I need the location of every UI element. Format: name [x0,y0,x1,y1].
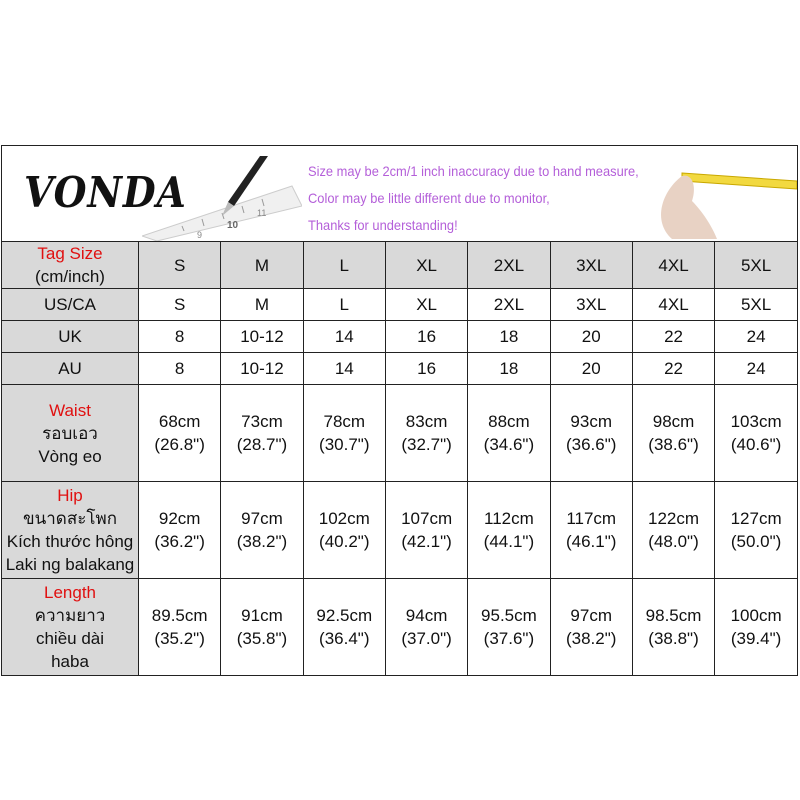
row-label-line: Tag Size [37,244,103,263]
pen-ruler-icon [142,156,302,241]
size-cell [139,579,221,676]
size-cell: 5XL [715,242,797,289]
row-label-line: (cm/inch) [35,267,105,286]
size-value: 92cm [158,509,201,528]
row-label-line: รอบเอว [42,423,98,443]
table-row [2,482,797,579]
size-value: 91cm [241,606,283,625]
row-label [2,321,139,353]
row-label-line: Length [44,583,96,602]
row-label-line: US/CA [44,295,96,314]
table-row [2,385,797,482]
size-value: 95.5cm [481,606,537,625]
size-value: 97cm [241,509,283,528]
size-cell [468,385,550,482]
size-cell: 14 [303,353,385,385]
size-value: (50.0") [730,532,782,551]
table-row [2,579,797,676]
size-value: 97cm [570,606,612,625]
size-cell [303,385,385,482]
size-value: 78cm [323,412,366,431]
row-label-line: ความยาว [34,606,106,625]
size-cell: 8 [139,353,221,385]
size-value: (32.7") [401,435,452,454]
size-cell [139,385,221,482]
size-cell: 4XL [632,242,714,289]
size-cell: 24 [715,321,797,353]
size-value: (37.6") [483,629,535,648]
size-value: 117cm [566,509,617,528]
size-cell [385,385,467,482]
size-cell: 8 [139,321,221,353]
size-cell: 16 [385,353,467,385]
size-value: (48.0") [648,532,699,551]
hand-tape-measure-icon [642,151,797,239]
row-label-line: AU [58,359,82,378]
size-value: (39.4") [730,629,782,648]
table-row [2,289,797,321]
size-cell: 16 [385,321,467,353]
size-value: 94cm [405,606,448,625]
table-row [2,353,797,385]
row-label [2,385,139,482]
size-cell [632,482,714,579]
size-cell [303,579,385,676]
size-value: 127cm [730,509,782,528]
table-row [2,321,797,353]
size-value: (42.1") [401,532,452,551]
row-label [2,242,139,289]
table-row [2,242,797,289]
ruler-number: 10 [227,220,239,231]
size-value: (35.8") [236,629,288,648]
size-cell [715,482,797,579]
size-cell: L [303,289,385,321]
size-value: 73cm [241,412,283,431]
row-label-line: ขนาดสะโพก [23,509,117,528]
size-value: (28.7") [236,435,288,454]
row-label [2,482,139,579]
size-cell: 24 [715,353,797,385]
size-value: 100cm [730,606,782,625]
row-label-line: UK [58,327,82,346]
size-cell: 5XL [715,289,797,321]
size-cell: 22 [632,353,714,385]
size-value: (38.2") [565,629,617,648]
size-cell [550,579,632,676]
size-cell [139,482,221,579]
size-cell: 10-12 [221,353,303,385]
size-value: 89.5cm [151,606,208,625]
size-cell [550,482,632,579]
size-cell: 18 [468,353,550,385]
size-cell: 18 [468,321,550,353]
row-label [2,353,139,385]
size-value: (35.2") [154,629,205,648]
size-value: 98.5cm [645,606,702,625]
size-value: 103cm [730,412,782,431]
size-cell [632,579,714,676]
row-label [2,579,139,676]
size-chart [1,145,798,676]
size-value: 98cm [652,412,695,431]
row-label-line: Hip [57,486,83,505]
size-cell: 20 [550,353,632,385]
size-cell: M [221,289,303,321]
size-cell: XL [385,242,467,289]
row-label-line: Kích thước hông [6,532,134,551]
size-table [2,242,797,675]
size-cell [550,385,632,482]
note-line: Color may be little different due to monitor, [308,190,550,206]
size-cell [303,482,385,579]
size-value: (36.6") [565,435,617,454]
note-line: Size may be 2cm/1 inch inaccuracy due to hand measure, [308,163,639,179]
size-cell: 4XL [632,289,714,321]
size-cell: 2XL [468,289,550,321]
notes [308,158,639,239]
size-cell: 3XL [550,289,632,321]
size-value: 88cm [488,412,530,431]
size-value: 107cm [401,509,453,528]
size-value: (37.0") [401,629,452,648]
size-cell [715,579,797,676]
size-value: (26.8") [154,435,205,454]
size-cell: 3XL [550,242,632,289]
brand-logo: VONDA [24,168,187,217]
size-cell: 20 [550,321,632,353]
size-value: (38.8") [648,629,699,648]
size-cell: 14 [303,321,385,353]
ruler-number: 9 [197,230,203,240]
size-value: (34.6") [483,435,535,454]
size-value: (36.2") [154,532,205,551]
size-cell [632,385,714,482]
size-cell [715,385,797,482]
row-label-line: haba [51,652,89,671]
row-label-line: Laki ng balakang [5,555,135,574]
size-value: 83cm [405,412,448,431]
size-value: (44.1") [483,532,535,551]
size-cell: 2XL [468,242,550,289]
size-value: 93cm [570,412,612,431]
size-cell [385,579,467,676]
size-cell [468,579,550,676]
size-cell: S [139,289,221,321]
size-cell [221,385,303,482]
size-value: 112cm [484,509,534,528]
size-value: 102cm [318,509,370,528]
row-label-line: chiều dài [35,629,105,648]
size-cell: M [221,242,303,289]
size-value: 92.5cm [316,606,373,625]
size-value: (46.1") [565,532,617,551]
row-label-line: Vòng eo [38,446,102,466]
size-cell: S [139,242,221,289]
size-value: (38.2") [236,532,288,551]
size-value: (30.7") [319,435,370,454]
size-value: (38.6") [648,435,699,454]
banner [2,146,797,242]
size-cell [221,579,303,676]
size-value: 122cm [648,509,700,528]
size-cell [221,482,303,579]
size-value: (36.4") [319,629,370,648]
size-value: (40.6") [730,435,782,454]
size-value: 68cm [158,412,201,431]
size-cell [385,482,467,579]
ruler-number: 11 [257,208,267,218]
size-cell [468,482,550,579]
size-cell: XL [385,289,467,321]
size-cell: 22 [632,321,714,353]
row-label [2,289,139,321]
row-label-line: Waist [49,400,91,420]
size-cell: 10-12 [221,321,303,353]
size-cell: L [303,242,385,289]
size-value: (40.2") [319,532,370,551]
note-line: Thanks for understanding! [308,217,458,233]
